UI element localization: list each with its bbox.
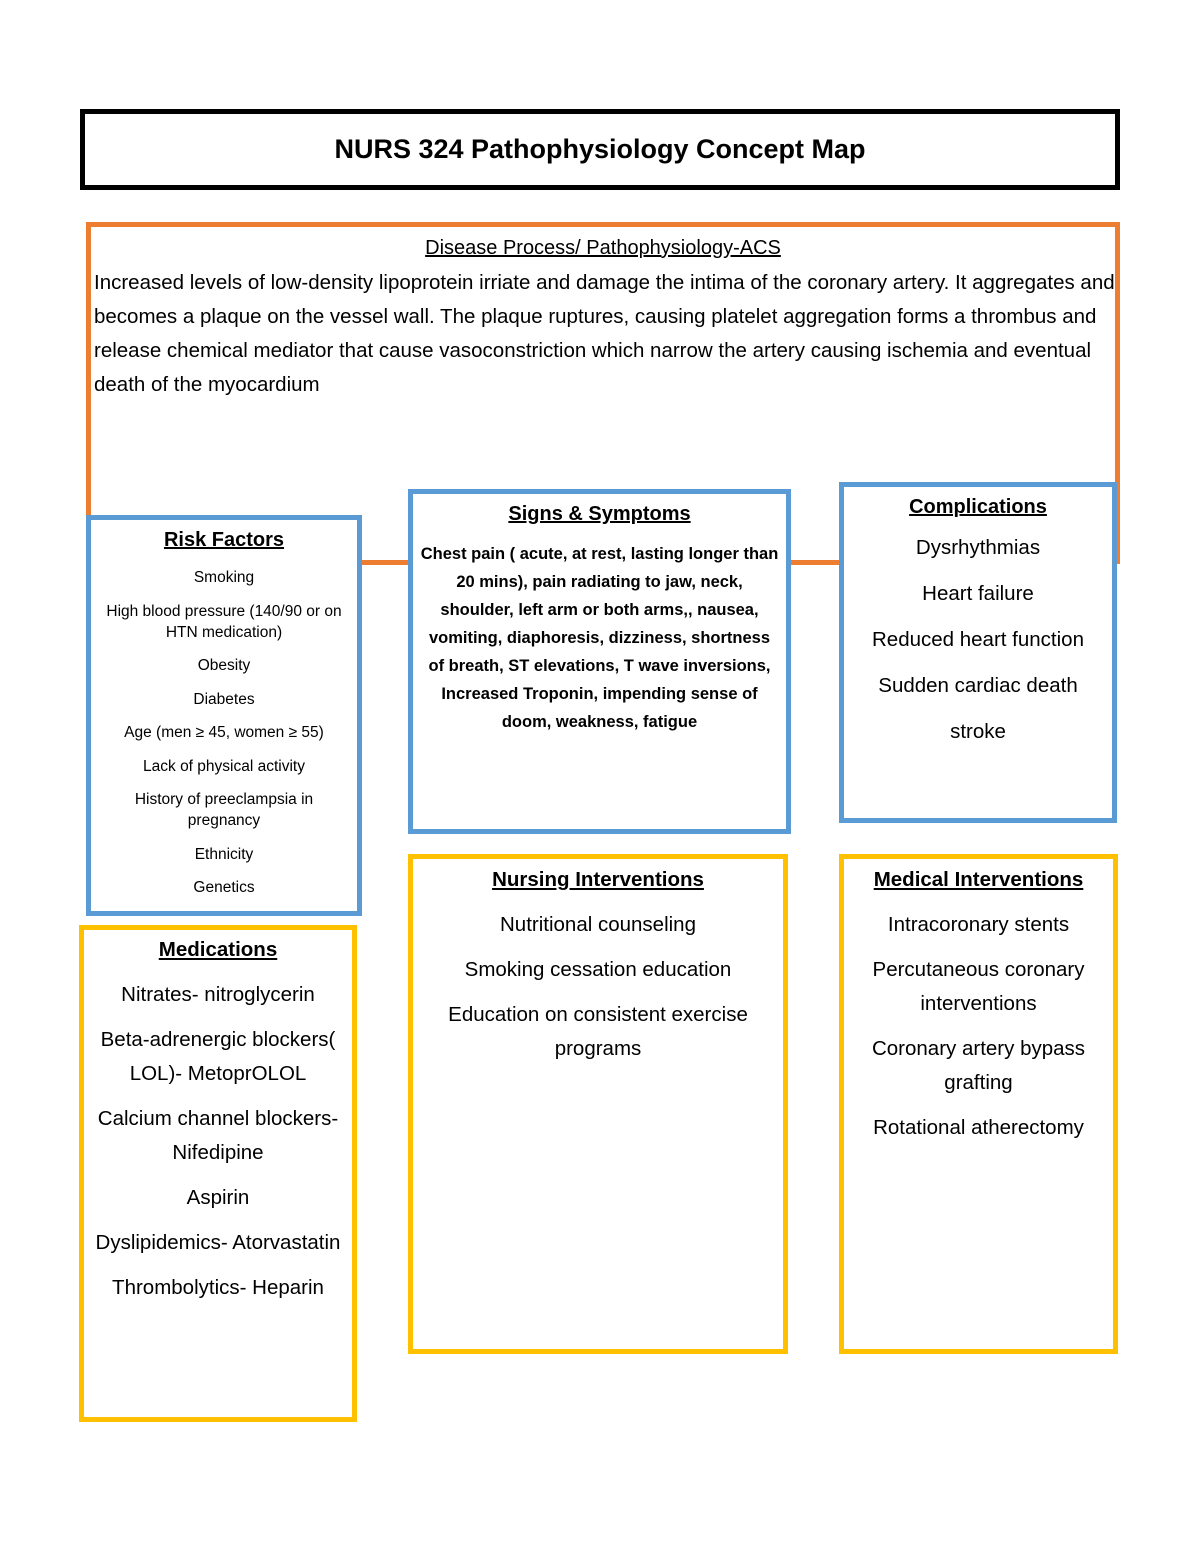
list-item: History of preeclampsia in pregnancy <box>134 791 314 829</box>
list-item: Smoking <box>193 569 255 586</box>
medications-list <box>84 978 352 1305</box>
signs-symptoms-heading: Signs & Symptoms <box>508 503 691 525</box>
list-item: Thrombolytics- Heparin <box>112 1276 324 1299</box>
list-item: Percutaneous coronary interventions <box>872 958 1085 1015</box>
risk-factors-heading: Risk Factors <box>163 529 285 551</box>
risk-factors-list <box>91 567 357 898</box>
list-item: Nitrates- nitroglycerin <box>121 983 315 1006</box>
list-item: Rotational atherectomy <box>873 1116 1084 1139</box>
list-item: Diabetes <box>193 690 255 708</box>
list-item: Reduced heart function <box>872 628 1084 651</box>
signs-symptoms-text: Chest pain ( acute, at rest, lasting longer than 20 mins), pain radiating to jaw, neck, shoulder, left arm or both arms,, nausea, vomiting, diaphoresis, dizziness, shortness of breath, ST elevations, T wave inversions, Increased Troponin, impending sense of doom, weakness, fatigue <box>420 545 779 731</box>
list-item: Nutritional counseling <box>499 913 696 936</box>
list-item: Education on consistent exercise programs <box>448 1003 748 1060</box>
page-title: NURS 324 Pathophysiology Concept Map <box>334 134 866 164</box>
medical-interventions-box <box>839 854 1118 1354</box>
medical-interventions-list <box>844 908 1113 1145</box>
list-item: Lack of physical activity <box>143 757 305 775</box>
medications-box <box>79 925 357 1422</box>
connector-line-right <box>791 560 841 565</box>
list-item: Obesity <box>197 657 251 674</box>
nursing-interventions-heading: Nursing Interventions <box>492 868 704 891</box>
list-item: Sudden cardiac death <box>878 674 1078 697</box>
list-item: High blood pressure (140/90 or on HTN medication) <box>106 602 342 641</box>
disease-process-text: Increased levels of low-density lipoprotein irriate and damage the intima of the coronary artery. It aggregates and becomes a plaque on the vessel wall. The plaque ruptures, causing platelet aggregation forms a thrombus and release chemical mediator that cause vasoconstriction which narrow the artery causing ischemia and eventual death of the myocardium <box>94 271 1115 396</box>
list-item: Coronary artery bypass grafting <box>871 1037 1086 1094</box>
nursing-interventions-list <box>413 908 783 1066</box>
title-box <box>80 109 1120 190</box>
list-item: stroke <box>950 720 1006 743</box>
medications-heading: Medications <box>158 938 278 961</box>
list-item: Dysrhythmias <box>915 536 1041 559</box>
list-item: Dyslipidemics- Atorvastatin <box>95 1231 341 1254</box>
list-item: Genetics <box>193 879 255 896</box>
list-item: Ethnicity <box>194 845 254 863</box>
list-item: Heart failure <box>922 582 1034 605</box>
risk-factors-box <box>86 515 362 916</box>
list-item: Aspirin <box>186 1186 250 1209</box>
medical-interventions-heading: Medical Interventions <box>873 868 1084 891</box>
connector-line-left <box>362 560 410 565</box>
list-item: Intracoronary stents <box>887 913 1070 936</box>
complications-list <box>844 535 1112 745</box>
nursing-interventions-box <box>408 854 788 1354</box>
complications-heading: Complications <box>909 496 1047 518</box>
list-item: Age (men ≥ 45, women ≥ 55) <box>124 724 324 741</box>
signs-symptoms-box <box>408 489 791 834</box>
list-item: Smoking cessation education <box>464 958 732 981</box>
disease-process-heading: Disease Process/ Pathophysiology-ACS <box>425 237 781 259</box>
list-item: Calcium channel blockers- Nifedipine <box>97 1107 339 1164</box>
list-item: Beta-adrenergic blockers( LOL)- MetoprOLOL <box>100 1028 336 1085</box>
complications-box <box>839 482 1117 823</box>
